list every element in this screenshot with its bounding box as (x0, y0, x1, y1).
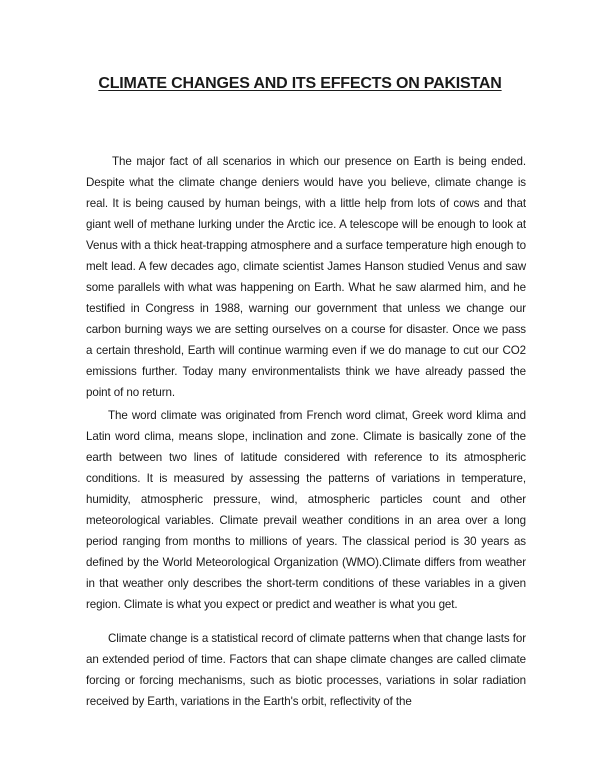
paragraph-3: Climate change is a statistical record of climate patterns when that change lasts for an extended period of time. Factors that can shape climate changes are called climate forcing or forcing mechanisms, such as biotic processes, variations in solar radiation received by Earth, variations in the Earth's orbit, reflectivity of the (86, 632, 526, 708)
paragraph-2: The word climate was originated from French word climat, Greek word klima and Latin word clima, means slope, inclination and zone. Climate is basically zone of the earth between two lines of latitude considered with reference to its atmospheric conditions. It is measured by assessing the patterns of variations in temperature, humidity, atmospheric pressure, wind, atmospheric particles count and other meteorological variables. Climate prevail weather conditions in an area over a long period ranging from months to millions of years. The classical period is 30 years as defined by the World Meteorological Organization (WMO).Climate differs from weather in that weather only describes the short-term conditions of these variables in a given region. Climate is what you expect or predict and weather is what you get. (86, 409, 526, 611)
paragraph-1: The major fact of all scenarios in which our presence on Earth is being ended. Despite what the climate change deniers would have you believe, climate change is real. It is being caused by human beings, with a little help from lots of cows and that giant well of methane lurking under the Arctic ice. A telescope will be enough to look at Venus with a thick heat-trapping atmosphere and a surface temperature high enough to melt lead. A few decades ago, climate scientist James Hanson studied Venus and saw some parallels with what was happening on Earth. What he saw alarmed him, and he testified in Congress in 1988, warning our government that unless we change our carbon burning ways we are setting ourselves on a course for disaster. Once we pass a certain threshold, Earth will continue warming even if we do manage to cut our CO2 emissions further. Today many environmentalists think we have already passed the point of no return. (86, 155, 526, 399)
document-title: CLIMATE CHANGES AND ITS EFFECTS ON PAKISTAN (98, 75, 502, 92)
